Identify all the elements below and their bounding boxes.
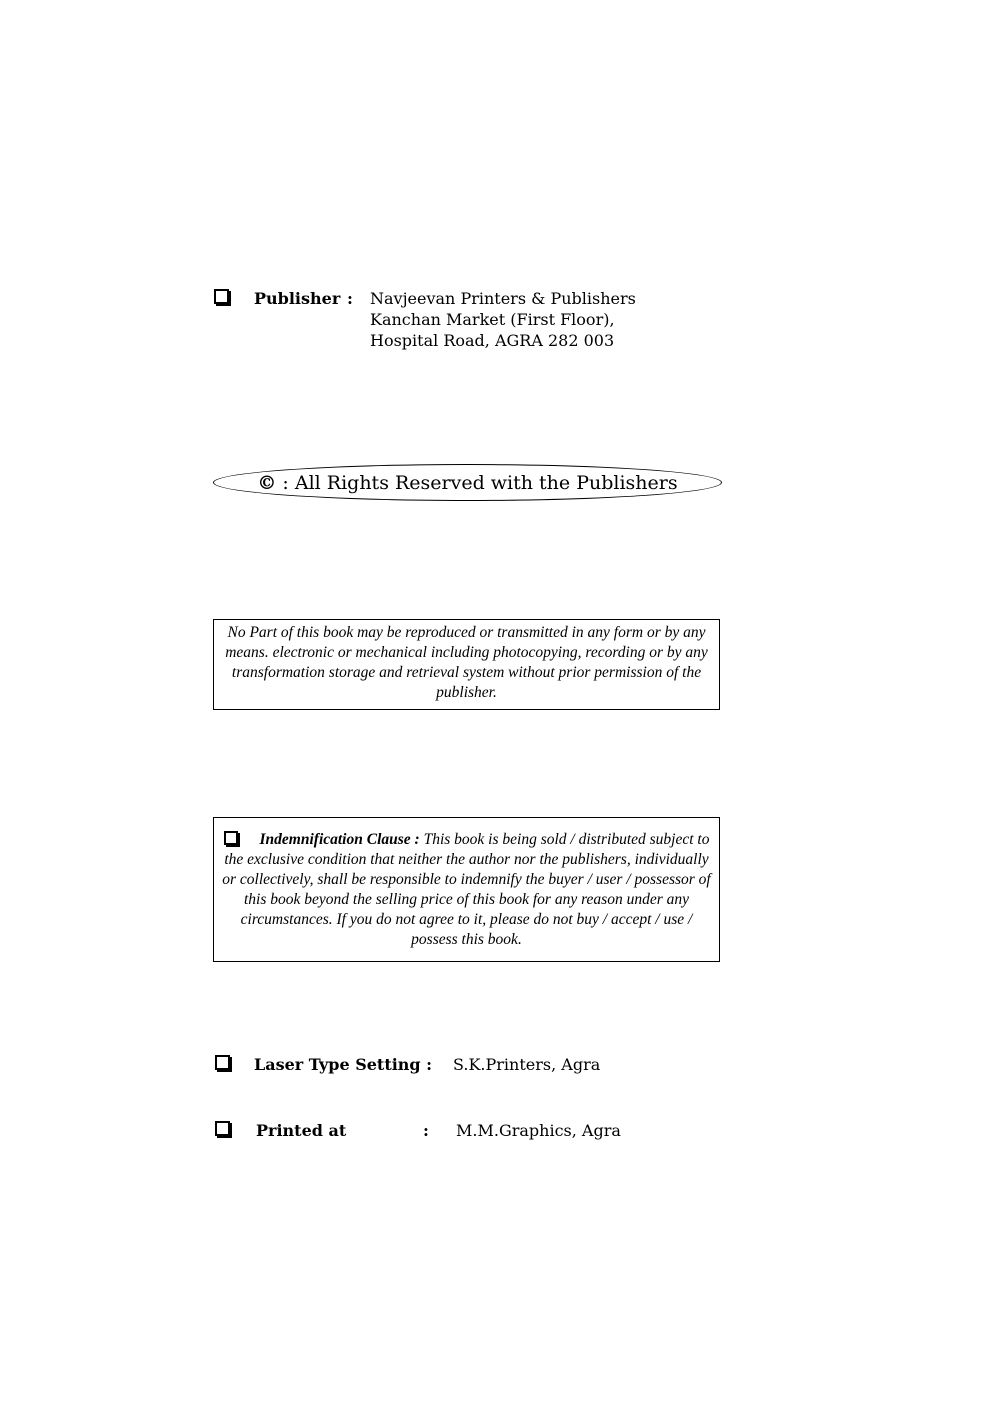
indemnification-label: Indemnification Clause : <box>259 831 420 848</box>
publisher-label: Publisher <box>254 289 341 308</box>
publisher-name: Navjeevan Printers & Publishers <box>370 289 636 308</box>
copyright-text: : All Rights Reserved with the Publishers <box>282 472 678 494</box>
copyright-banner <box>213 464 722 501</box>
indemnification-clause <box>213 817 720 962</box>
address-line: Kanchan Market (First Floor), <box>370 310 615 329</box>
checkbox-bullet-icon <box>224 831 238 845</box>
checkbox-bullet-icon <box>215 1055 230 1070</box>
publisher-colon: : <box>347 289 353 308</box>
publisher-address <box>370 288 636 351</box>
indemnification-text: This book is being sold / distributed subject to the exclusive condition that neither the author nor the publishers, individually or collectively, shall be responsible to indemnify the buyer / user / possessor of this book beyond the selling price of this book for any reason under any circumstances. If you do not agree to it, please do not buy / accept / use / possess this book. <box>222 831 711 948</box>
printed-label: Printed at <box>256 1121 347 1140</box>
checkbox-bullet-icon <box>215 1121 230 1136</box>
printed-colon: : <box>423 1121 429 1140</box>
typesetting-value: S.K.Printers, Agra <box>453 1055 601 1074</box>
printed-value: M.M.Graphics, Agra <box>456 1121 621 1140</box>
address-line: Hospital Road, AGRA 282 003 <box>370 331 615 350</box>
checkbox-bullet-icon <box>214 289 229 304</box>
reproduction-notice: No Part of this book may be reproduced or transmitted in any form or by any means. electronic or mechanical including photocopying, recording or by any transformation storage and retrieval system without prior permission of the publisher. <box>213 619 720 710</box>
typesetting-label: Laser Type Setting : <box>254 1055 433 1074</box>
copyright-icon: © <box>257 472 277 494</box>
